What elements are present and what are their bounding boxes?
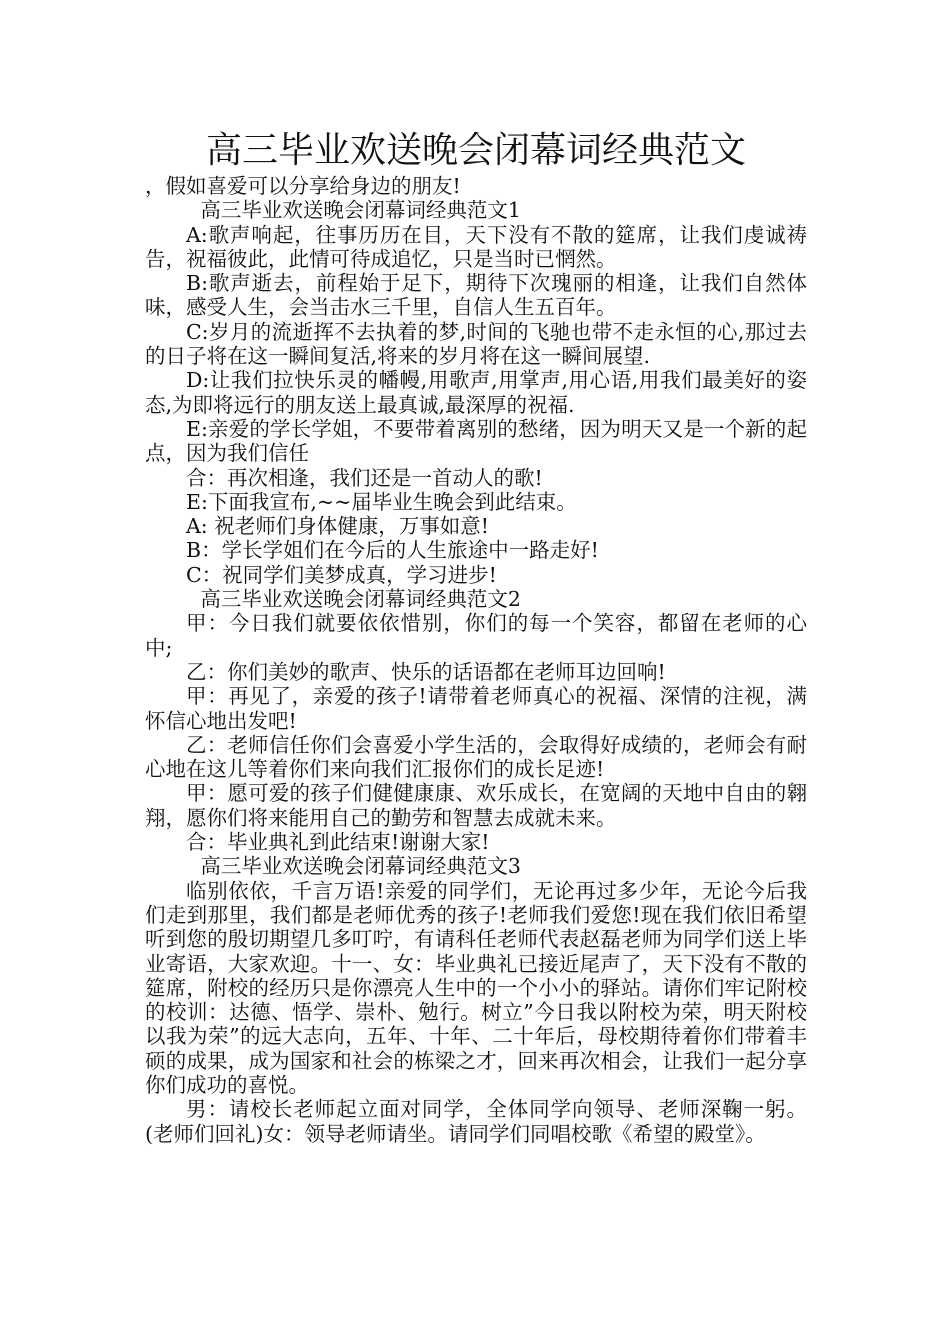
paragraph: C：祝同学们美梦成真，学习进步! [186,562,497,587]
paragraph: A: 祝老师们身体健康，万事如意! [186,514,489,539]
paragraph: D:让我们拉快乐灵的幡幔,用歌声,用掌声,用心语,用我们最美好的姿态,为即将远行的朋友送上最真诚,最深厚的祝福. [145,368,807,417]
paragraph: 合：毕业典礼到此结束!谢谢大家! [186,830,490,855]
document-title: 高三毕业欢送晚会闭幕词经典范文 [205,130,746,171]
document-page [145,128,807,1146]
paragraph: 临别依依，千言万语!亲爱的同学们，无论再过多少年，无论今后我们走到那里，我们都是老师优秀的孩子!老师我们爱您!现在我们依旧希望听到您的殷切期望几多叮咛，有请科任老师代表赵磊老师为同学们送上毕业寄语，大家欢迎。十一、女：毕业典礼已接近尾声了，天下没有不散的筵席，附校的经历只是你漂亮人生中的一个小小的驿站。请你们牢记附校的校训：达德、悟学、崇朴、勉行。树立”今日我以附校为荣，明天附校以我为荣”的远大志向，五年、十年、二十年后，母校期待着你们带着丰硕的成果，成为国家和社会的栋梁之才，回来再次相会，让我们一起分享你们成功的喜悦。 [145,878,807,1097]
paragraph: E:下面我宣布,~~届毕业生晚会到此结束。 [186,489,577,514]
paragraph: 甲：愿可爱的孩子们健健康康、欢乐成长，在宽阔的天地中自由的翱翔，愿你们将来能用自己的勤劳和智慧去成就未来。 [145,781,807,830]
paragraph: E:亲爱的学长学姐，不要带着离别的愁绪，因为明天又是一个新的起点，因为我们信任 [145,416,807,466]
section-heading-3: 高三毕业欢送晚会闭幕词经典范文3 [200,854,521,879]
intro-line: ，假如喜爱可以分享给身边的朋友! [145,174,461,198]
paragraph: A:歌声响起，往事历历在目，天下没有不散的筵席，让我们虔诚祷告，祝福彼此，此情可待成追忆，只是当时已惘然。 [145,222,807,271]
paragraph: C:岁月的流逝挥不去执着的梦,时间的飞驰也带不走永恒的心,那过去的日子将在这一瞬间复活,将来的岁月将在这一瞬间展望. [145,319,807,369]
paragraph: 甲：再见了，亲爱的孩子!请带着老师真心的祝福、深情的注视，满怀信心地出发吧! [145,684,807,733]
paragraph: B：学长学姐们在今后的人生旅途中一路走好! [186,538,599,563]
paragraph: 合：再次相逢，我们还是一首动人的歌! [186,465,543,490]
section-heading-1: 高三毕业欢送晚会闭幕词经典范文1 [200,198,521,223]
paragraph: B:歌声逝去，前程始于足下，期待下次瑰丽的相逢，让我们自然体味，感受人生，会当击水三千里，自信人生五百年。 [145,271,807,320]
paragraph: 乙：老师信任你们会喜爱小学生活的，会取得好成绩的，老师会有耐心地在这儿等着你们来向我们汇报你们的成长足迹! [145,732,807,782]
paragraph: 甲：今日我们就要依依惜别，你们的每一个笑容，都留在老师的心中; [145,611,807,660]
section-heading-2: 高三毕业欢送晚会闭幕词经典范文2 [200,587,521,612]
paragraph: 乙：你们美妙的歌声、快乐的话语都在老师耳边回响! [186,659,666,684]
paragraph: 男：请校长老师起立面对同学，全体同学向领导、老师深鞠一躬。(老师们回礼)女：领导老师请坐。请同学们同唱校歌《希望的殿堂》。 [145,1097,807,1146]
